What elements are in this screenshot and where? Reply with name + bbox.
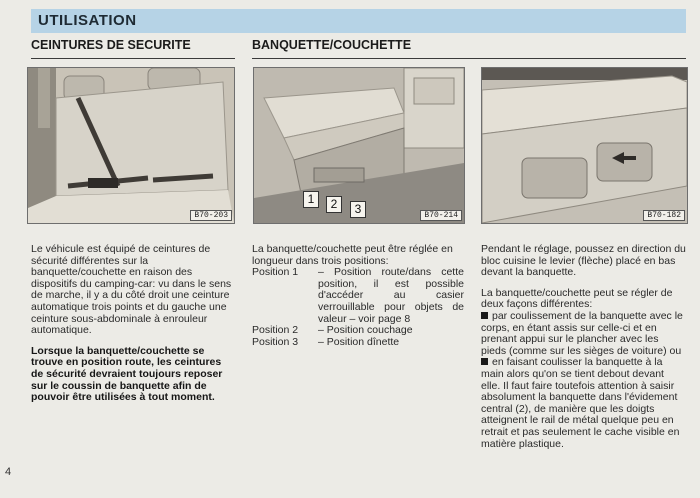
column-seat-belts [31,244,233,413]
position-label: Position 1 [252,266,299,279]
section-banner [31,9,686,33]
position-row-1 [252,267,464,325]
page-number: 4 [5,466,12,478]
column-adjustment [481,244,686,450]
photo-seat-belts [27,67,235,224]
method-bullet-2 [481,357,686,450]
position-row-2 [252,325,464,337]
bullet-square-icon [481,312,488,319]
method-text-2: en faisant coulisser la banquette à la main alors qu'on se tient debout devant elle. Il faut faire toutefois attention à saisir absolument la banquette dans l'évidement central (2), de manière que les doigts atteignent le rail de métal quelque peu en retrait et pas seulement le cache visible en matière plastique. [481,356,680,450]
heading-bench-bed: BANQUETTE/COUCHETTE [252,38,412,52]
photo-bench-positions [253,67,465,224]
divider-right [252,58,686,59]
positions-intro: La banquette/couchette peut être réglée en longueur dans trois positions: [252,243,453,267]
position-text: – Position couchage [318,324,413,337]
figure-code: B70-182 [643,210,685,221]
bullet-square-icon [481,358,488,365]
position-text: – Position route/dans cette position, il est possible d'accéder au casier verrouillable pour objets de valeur – voir page 8 [318,266,464,325]
figure-code: B70-203 [190,210,232,221]
adjust-methods-intro: La banquette/couchette peut se régler de deux façons différentes: [481,286,673,311]
position-label: Position 2 [252,324,299,337]
method-bullet-1 [481,311,686,357]
position-row-3 [252,337,464,349]
belt-description: Le véhicule est équipé de ceintures de sécurité différentes sur la banquette/couchette en raison des dispositifs du camping-car: vu dans le sens de marche, il y a du côté droit une ceinture automatique trois points et du gauche une ceinture sous-abdominale à enrouleur automatique. [31,243,232,337]
figure-code: B70-214 [420,210,462,221]
heading-seat-belts: CEINTURES DE SECURITE [31,38,191,52]
belt-warning: Lorsque la banquette/couchette se trouve en position route, les ceintures de sécurité devraient toujours reposer sur le coussin de banquette afin de pouvoir être utilisées à tout moment. [31,344,223,404]
photo-release-lever [481,67,688,224]
callout-2: 2 [326,196,342,213]
column-bench-positions [252,244,464,348]
divider-left [31,58,235,59]
section-title: UTILISATION [38,12,137,29]
position-text: – Position dînette [318,335,400,348]
method-text-1: par coulissement de la banquette avec le corps, en étant assis sur celle-ci et en prenant appui sur le plancher avec les pieds (comme sur les sièges de voiture) ou [481,309,683,357]
callout-1: 1 [303,191,319,208]
callout-3: 3 [350,201,366,218]
adjust-instruction: Pendant le réglage, poussez en direction du bloc cuisine le levier (flèche) placé en bas devant la banquette. [481,243,686,279]
position-label: Position 3 [252,335,299,348]
